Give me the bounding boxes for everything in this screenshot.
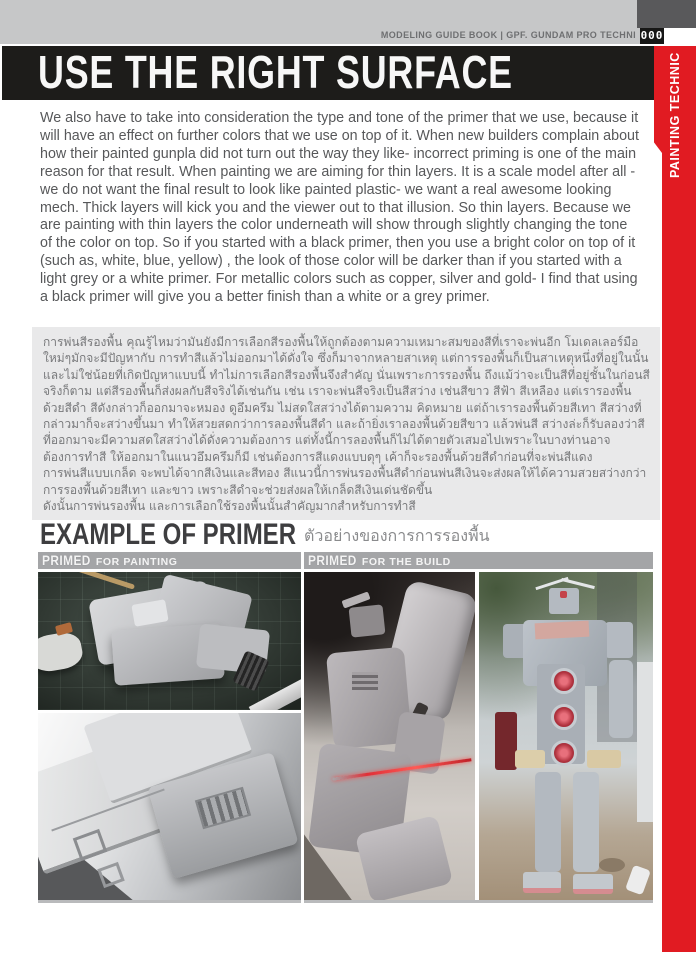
thai-note-block xyxy=(32,327,660,520)
mech-head-shape xyxy=(349,604,386,637)
foot-shape xyxy=(573,874,613,894)
foot-shape xyxy=(523,872,561,893)
brush-handle-shape xyxy=(67,572,135,590)
chapter-tab-label: PAINTING TECHNIC xyxy=(668,52,682,178)
arm-shape xyxy=(609,660,633,738)
photo-primed-robot-standing xyxy=(479,572,653,900)
background-hand-shape xyxy=(625,865,651,896)
hatch-circle-red xyxy=(551,668,577,694)
chest-vent-shape xyxy=(352,672,378,690)
example-heading xyxy=(40,514,490,552)
panel-label-primed-for-painting xyxy=(38,552,301,569)
ground-stone-shape xyxy=(599,858,625,872)
panel-label-strong: PRIMED xyxy=(308,552,357,568)
photo-primed-panel-closeup xyxy=(38,713,301,900)
example-heading-en: EXAMPLE OF PRIMER xyxy=(40,518,297,551)
panel-label-rest: FOR THE BUILD xyxy=(361,556,451,568)
photo-primed-parts-on-cutting-mat xyxy=(38,572,301,710)
hatch-circle-red xyxy=(551,704,577,730)
dark-red-unit-shape xyxy=(495,712,517,770)
photo-primed-mech-kneeling xyxy=(304,572,475,900)
chapter-side-bar xyxy=(662,150,696,952)
panel-label-primed-for-the-build xyxy=(304,552,653,569)
leg-shape xyxy=(535,772,561,872)
putty-crumple-shape xyxy=(38,630,85,674)
waist-pouch-shape xyxy=(515,750,545,768)
example-heading-th: ตัวอย่างของการการรองพื้น xyxy=(304,526,490,545)
thai-note-paragraph-2: การพ่นสีแบบเกล็ด จะพบได้จากสีเงินและสีทอง สีแนวนี้การพ่นรองพื้นสีดำก่อนพ่นสีเงินจะส่งผลให้ได้ความสวยสว่างกว่าการรองพื้นด้วยสีเทา และขาว เพราะสีดำจะช่วยส่งผลให้เกล็ดสีเงินเด่นชัดขึ้น xyxy=(43,466,647,497)
page-number: 000 xyxy=(640,29,664,42)
waist-pouch-shape xyxy=(587,750,621,768)
shoulder-shape xyxy=(605,622,633,658)
background-mech-strip xyxy=(637,662,653,822)
panel-label-rest: FOR PAINTING xyxy=(95,556,178,568)
hatch-circle-red xyxy=(551,740,577,766)
chest-pink-panel xyxy=(535,621,590,640)
title-bar xyxy=(2,46,656,100)
photo-drop-shadow xyxy=(38,900,301,903)
thai-note-paragraph-3: ดังนั้นการพ่นรองพื้น และการเลือกใช้รองพื้นนั้นสำคัญมากสำหรับการทำสี xyxy=(43,499,416,514)
photo-drop-shadow xyxy=(304,900,653,903)
head-sensor-dot xyxy=(560,591,567,598)
thai-note-paragraph-1: การพ่นสีรองพื้น คุณรู้ไหมว่ามันยังมีการเลือกสีรองพื้นให้ถูกต้องตามความเหมาะสมของสีที่เราจะพ่นอีก โมเดลเลอร์มือใหม่ๆมักจะมีปัญหากับ การทำสีแล้วไม่ออกมาได้ดั่งใจ ซึ่งก็มาจากหลายสาเหตุ แต่การรองพื้นก็เป็นสาเหตุหนึ่งที่อยู่ในนั้น และไม่ใช่น้อยที่เกิดปัญหาแบบนี้ ทำไม่การเลือกสีรองพื้นจึงสำคัญ นั่นเพราะการรองพื้น ถึงแม้ว่าจะเป็นสีที่อยู่ชั้นในก่อนสีจริงก็ตาม แต่สีรองพื้นก็ส่งผลกับสีจริงได้เช่นกัน เช่น เราจะพ่นสีจริงเป็นสีสว่าง เช่นสีขาว สีฟ้า สีเหลือง แต่เรารองพื้นด้วยสีดำ สีดังกล่าวก็ออกมาจะหมอง ดูอึมครึม ไม่สดใสสว่างได้ตามความ คิดหมาย แต่ถ้าเรารองพื้นด้วยสีเทา สีสว่างที่กล่าวมาก็จะสว่างขึ้นมา ทำให้สวยสดกว่าการลองพื้นสีดำ และถ้ายิ่งเราลองพื้นด้วยสีขาว แล้วพ่นสี สว่างล่ะก็รับลองว่าสีที่ออกมาจะมีความสดใสสว่างได้ดั่งความต้องการ แต่ทั้งนี้การลองพื้นก็ไม่ได้ตายตัวเสมอไปเพราะในบางท่านอาจต้องการทำสี ให้ออกมาในแนวอึมครึมก็มี เช่นต้องการสีแดงแบบดุๆ เค้าก็จะรองพื้นด้วยสีดำก่อนที่จะพ่นสีแดง xyxy=(43,335,650,464)
page-title: USE THE RIGHT SURFACE xyxy=(38,45,513,98)
panel-label-strong: PRIMED xyxy=(42,552,91,568)
leg-shape xyxy=(573,772,599,872)
header-corner-square xyxy=(637,0,696,28)
intro-paragraph: We also have to take into consideration the type and tone of the primer that we use, because it will have an effect on further colors that we use on top of it. When new builders complain about how their painted gunpla did not turn out the way they like- incorrect priming is one of the main reason for that result. When painting we are aiming for thin layers. It is a scale model after all - we do not want the final result to look like painted plastic- we want a real awesome looking mech. Thick layers will kick you and the viewer out to that illusion. So thin layers. Because we are painting with thin layers the color underneath will show through slightly changing the tone of the color on top. So if you started with a black primer, then you use a bright color on top of it (such as, white, blue, yellow) , the look of those color will be darker than if you started with a light grey or a white primer. For metallic colors such as copper, silver and gold- I find that using a black primer will give you a better finish than a white or a grey primer. xyxy=(40,110,639,306)
breadcrumb: MODELING GUIDE BOOK | GPF. GUNDAM PRO TECHNI xyxy=(380,30,636,40)
